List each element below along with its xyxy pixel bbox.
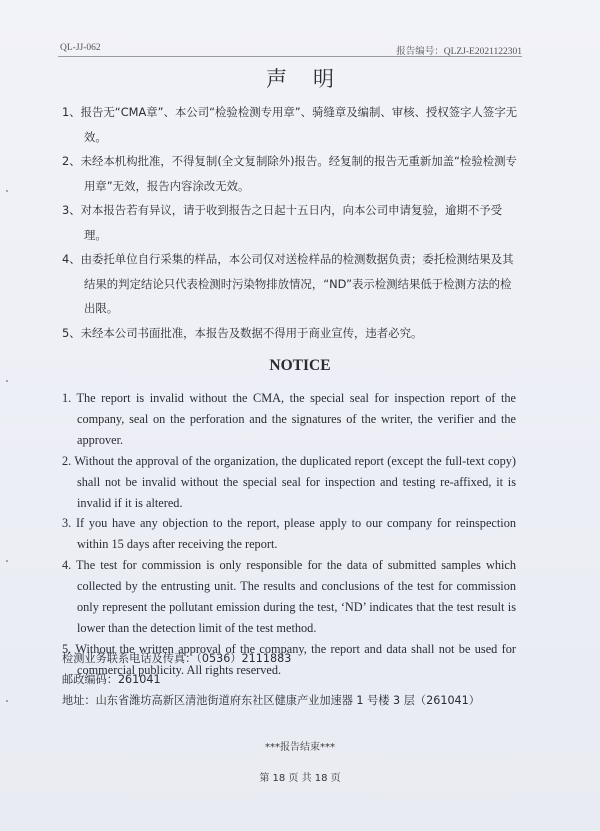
statement-item-2: 2、未经本机构批准，不得复制(全文复制除外)报告。经复制的报告无重新加盖“检验检测专用章”无效，报告内容涂改无效。: [62, 154, 517, 193]
report-end-mark: ***报告结束***: [265, 742, 335, 753]
statement-title: 声明: [266, 67, 360, 91]
statement-item-5: 5、未经本公司书面批准，本报告及数据不得用于商业宣传，违者必究。: [62, 325, 423, 340]
statement-item-3: 3、对本报告若有异议，请于收到报告之日起十五日内，向本公司申请复验，逾期不予受理。: [62, 203, 503, 242]
contact-phone: 检测业务联系电话及传真：（0536）2111883: [62, 652, 292, 665]
notice-item-1: 1. The report is invalid without the CMA, the special seal for inspection report of the company, seal on the perforation and the signatures of the writer, the verifier and the approver.: [62, 391, 516, 447]
contact-address: 地址：山东省潍坊高新区清池街道府东社区健康产业加速器 1 号楼 3 层（261041）: [62, 694, 480, 707]
notice-list: [62, 388, 516, 681]
scan-edge-marks: [6, 0, 14, 831]
notice-item-3: 3. If you have any objection to the report, please apply to our company for reinspection within 15 days after receiving the report.: [62, 516, 516, 552]
notice-item-4: 4. The test for commission is only responsible for the data of submitted samples which collected by the entrusting unit. The results and conclusions of the test for commission only represent the pollutant emission during the test, ‘ND’ indicates that the test result is lower than the detection limit of the test method.: [62, 558, 516, 635]
header-divider: [58, 56, 522, 57]
report-number: 报告编号：QLZJ-E2021122301: [396, 47, 522, 57]
form-code: QL-JJ-062: [60, 43, 101, 53]
statement-list: [62, 100, 520, 345]
notice-item-2: 2. Without the approval of the organization, the duplicated report (except the full-text copy) shall not be invalid without the special seal for inspection and testing re-affixed, it is invalid if it is altered.: [62, 453, 516, 510]
page-number: 第 18 页 共 18 页: [259, 773, 341, 784]
notice-item-5: 5. Without the written approval of the company, the report and data shall not be used for commercial publicity. All rights reserved.: [62, 641, 516, 677]
statement-item-1: 1、报告无“CMA章”、本公司“检验检测专用章”、骑缝章及编制、审核、授权签字人签字无效。: [62, 105, 518, 144]
contact-postcode: 邮政编码：261041: [62, 673, 161, 686]
statement-item-4: 4、由委托单位自行采集的样品，本公司仅对送检样品的检测数据负责；委托检测结果及其结果的判定结论只代表检测时污染物排放情况，“ND”表示检测结果低于检测方法的检出限。: [62, 252, 514, 315]
notice-title: NOTICE: [269, 357, 331, 374]
contact-info: [62, 648, 480, 711]
